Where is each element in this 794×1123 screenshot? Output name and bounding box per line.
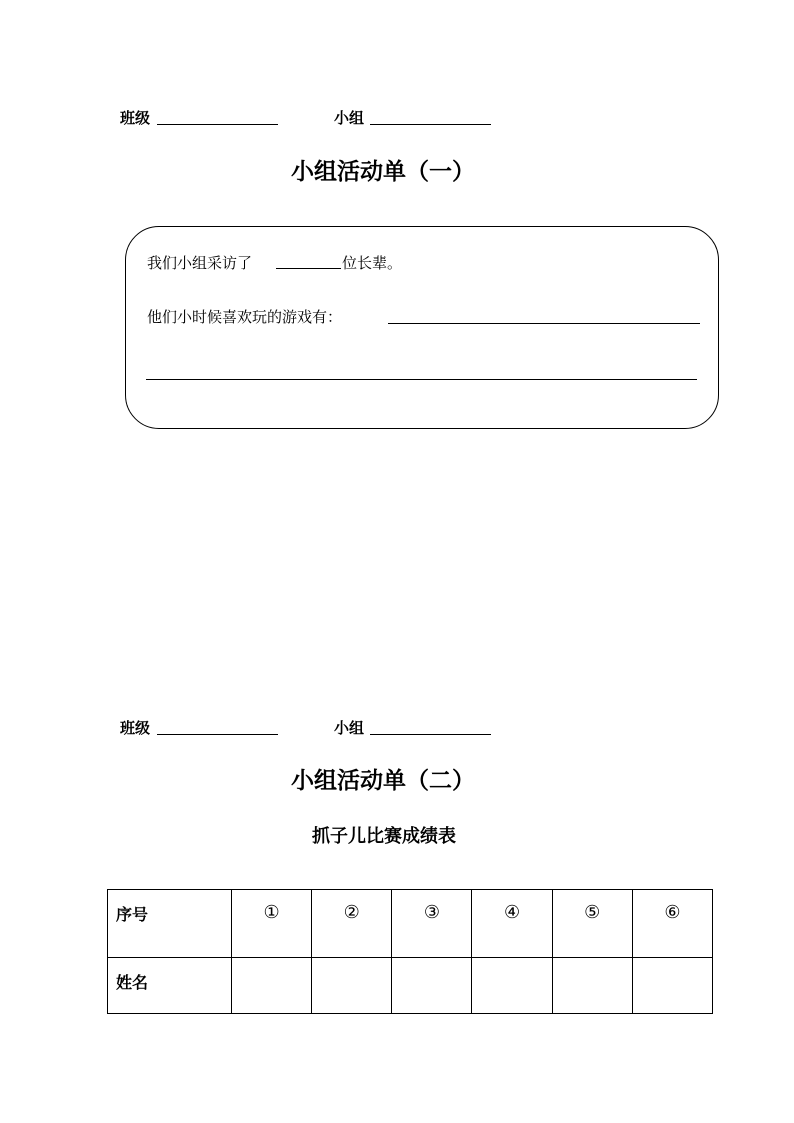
games-answer-line-1[interactable] (388, 323, 700, 324)
player-number-5: ⑤ (552, 890, 632, 958)
games-answer-line-2[interactable] (146, 379, 697, 380)
sheet-title-2: 小组活动单（二） (291, 767, 475, 794)
class-blank-line-1[interactable] (157, 124, 278, 125)
score-table-title: 抓子儿比赛成绩表 (312, 826, 456, 847)
group-blank-line-2[interactable] (370, 734, 491, 735)
elder-count-blank[interactable] (276, 268, 341, 269)
player-number-4: ④ (472, 890, 552, 958)
class-label-1: 班级 (120, 109, 151, 127)
name-cell-5[interactable] (552, 958, 632, 1014)
class-blank-line-2[interactable] (157, 734, 278, 735)
sheet-title-1: 小组活动单（一） (291, 158, 475, 185)
player-number-3: ③ (392, 890, 472, 958)
score-table (107, 889, 713, 1014)
name-cell-2[interactable] (312, 958, 392, 1014)
player-number-2: ② (312, 890, 392, 958)
name-cell-4[interactable] (472, 958, 552, 1014)
player-number-1: ① (232, 890, 312, 958)
name-cell-6[interactable] (632, 958, 712, 1014)
group-blank-line-1[interactable] (370, 124, 491, 125)
question2-label: 他们小时候喜欢玩的游戏有： (147, 308, 343, 326)
question1-suffix: 位长辈。 (342, 254, 403, 272)
class-label-2: 班级 (120, 719, 151, 737)
table-row (108, 958, 713, 1014)
sequence-header: 序号 (108, 890, 232, 958)
name-cell-3[interactable] (392, 958, 472, 1014)
question1-prefix: 我们小组采访了 (147, 254, 253, 272)
group-label-1: 小组 (334, 109, 365, 127)
group-label-2: 小组 (334, 719, 365, 737)
player-number-6: ⑥ (632, 890, 712, 958)
name-cell-1[interactable] (232, 958, 312, 1014)
table-row (108, 890, 713, 958)
name-header: 姓名 (108, 958, 232, 1014)
